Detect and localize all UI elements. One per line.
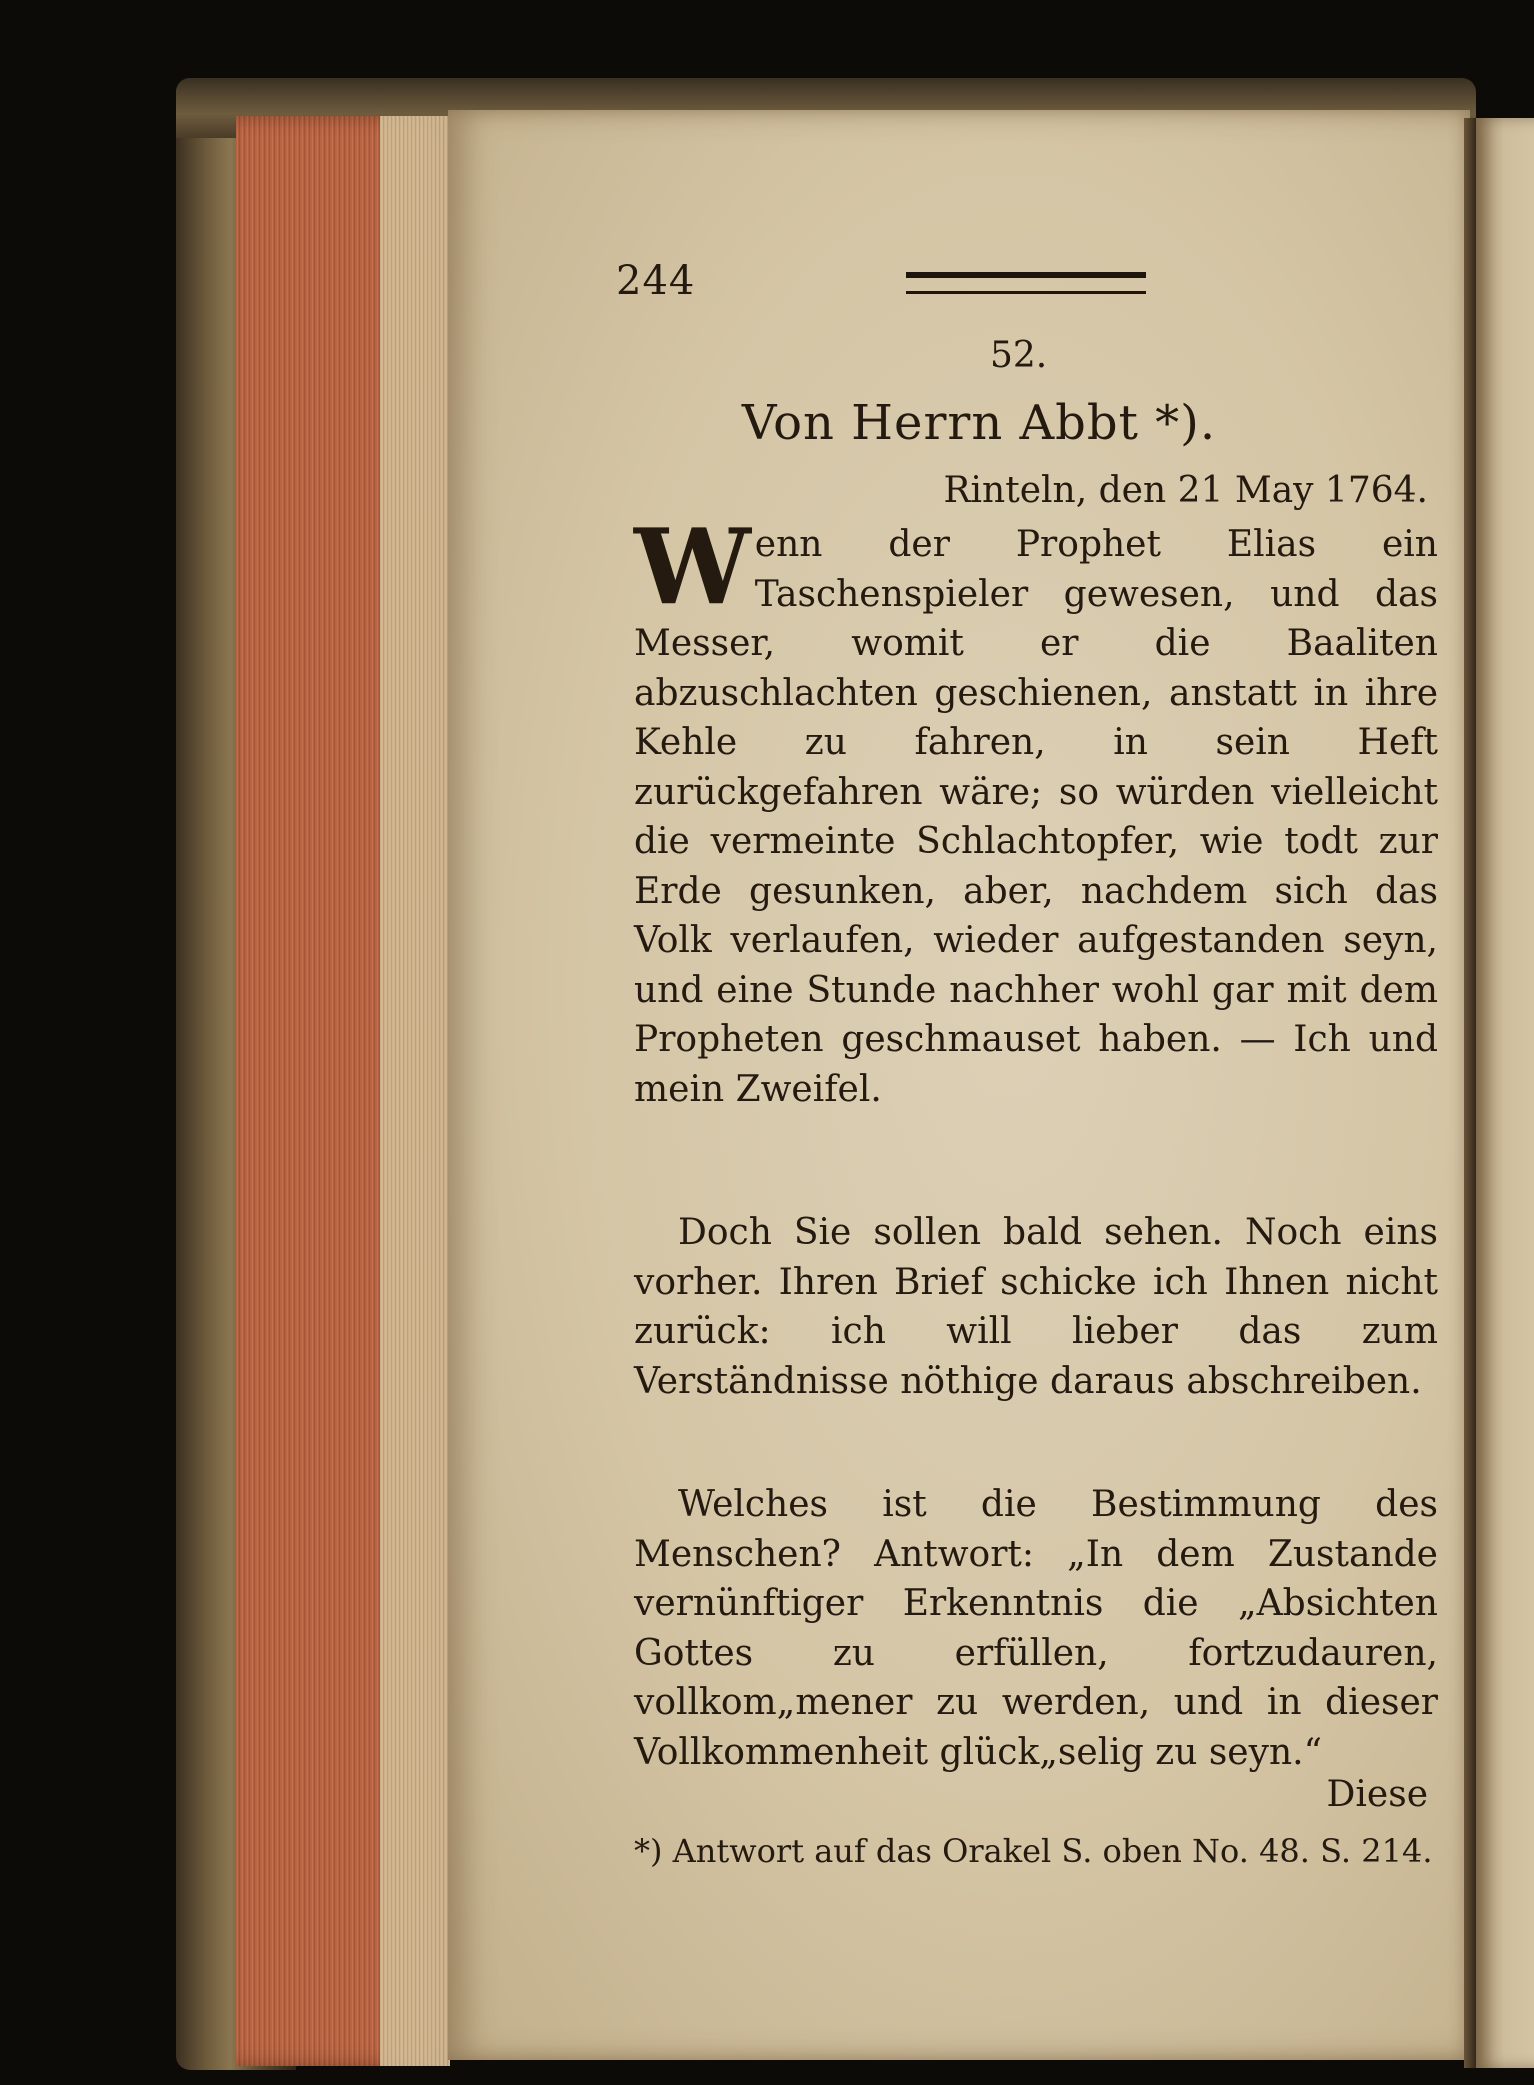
paragraph-1	[634, 505, 1438, 1114]
letter-title: Von Herrn Abbt *).	[741, 395, 1217, 451]
paragraph-1-text: enn der Prophet Elias ein Taschenspieler gewesen, und das Messer, womit er die Baaliten abzuschlachten geschienen, anstatt in ihre Kehle zu fahren, in sein Heft zurückgefahren wäre; so würden vielleicht die vermeinte Schlachtopfer, wie todt zur Erde gesunken, aber, nachdem sich das Volk verlaufen, wieder aufgestanden seyn, und eine Stunde nachher wohl gar mit dem Propheten geschmauset haben. — Ich und mein Zweifel.	[634, 524, 1438, 1110]
page-text	[448, 110, 1470, 2060]
page-number: 244	[616, 258, 696, 304]
paragraph-2	[634, 1208, 1438, 1406]
footnote: *) Antwort auf das Orakel S. oben No. 48. S. 214.	[634, 1832, 1433, 1870]
paragraph-3-text: Welches ist die Bestimmung des Menschen? Antwort: „In dem Zustande vernünftiger Erkenntnis die „Absichten Gottes zu erfüllen, fortzudauren, vollkom„mener zu werden, und in dieser Vollkommenheit glück„selig zu seyn.“	[634, 1484, 1438, 1773]
paragraph-3	[634, 1480, 1438, 1777]
drop-cap: W	[634, 505, 751, 628]
paragraph-2-text: Doch Sie sollen bald sehen. Noch eins vorher. Ihren Brief schicke ich Ihnen nicht zurück: ich will lieber das zum Verständnisse nöthige daraus abschreiben.	[634, 1212, 1438, 1402]
page-edges	[380, 116, 450, 2066]
dateline: Rinteln, den 21 May 1764.	[943, 470, 1428, 511]
entry-number: 52.	[990, 335, 1048, 376]
right-page-edge	[1476, 118, 1534, 2068]
catchword: Diese	[1326, 1774, 1428, 1815]
header-rule	[906, 272, 1146, 294]
